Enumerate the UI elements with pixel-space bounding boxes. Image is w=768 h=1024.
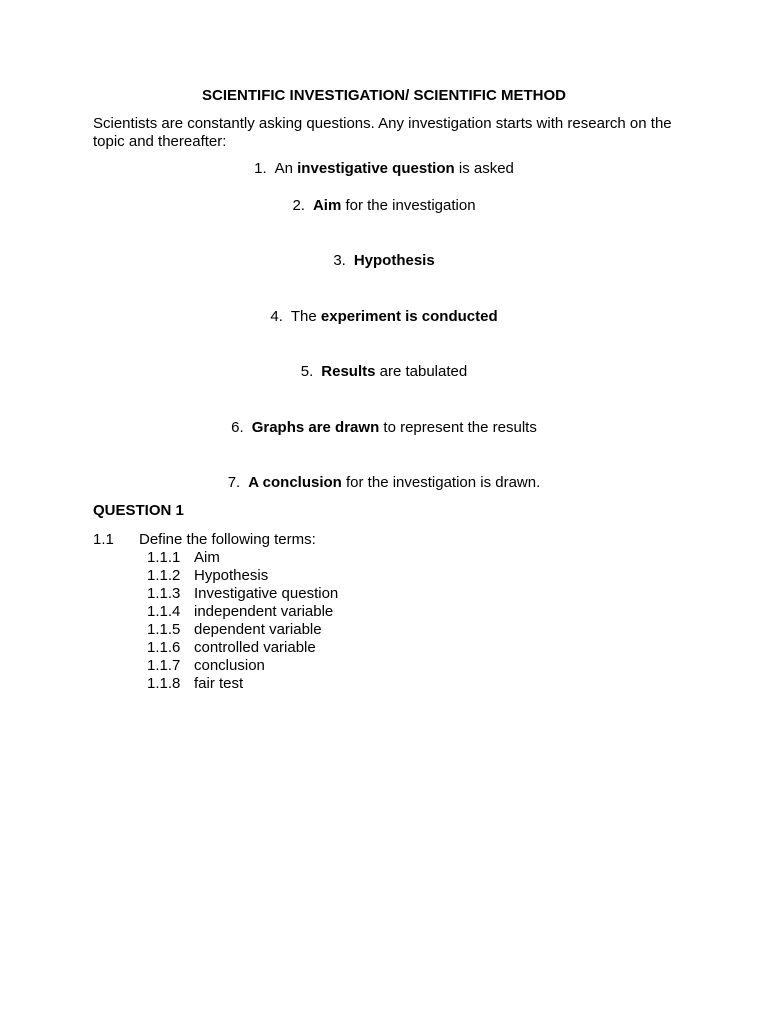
step-text-post: for the investigation	[341, 197, 476, 214]
step-text-bold: investigative question	[297, 160, 455, 177]
step-item	[0, 308, 768, 326]
list-item	[147, 621, 338, 639]
question-number: 1.1	[93, 531, 114, 548]
step-item	[0, 197, 768, 215]
step-text-bold: Graphs are drawn	[251, 419, 380, 436]
intro-paragraph: Scientists are constantly asking questions. Any investigation starts with research on the topic and thereafter:	[93, 115, 672, 150]
step-number: 6.	[231, 419, 244, 436]
question-prompt: Define the following terms:	[139, 531, 316, 548]
term-number: 1.1.1	[147, 549, 181, 566]
term-number: 1.1.8	[147, 675, 181, 692]
list-item	[147, 567, 338, 585]
step-item	[0, 419, 768, 437]
step-text-bold: Aim	[312, 197, 342, 214]
term-number: 1.1.5	[147, 621, 181, 638]
term-label: controlled variable	[194, 639, 316, 656]
step-number: 7.	[227, 474, 241, 491]
question-heading: QUESTION 1	[93, 502, 184, 519]
term-label: Aim	[194, 549, 220, 566]
list-item	[147, 675, 338, 693]
step-number: 1.	[254, 160, 267, 177]
step-text-bold: A conclusion	[248, 474, 342, 491]
term-label: conclusion	[194, 657, 265, 674]
step-text-pre: The	[290, 308, 321, 325]
step-text-bold: Results	[321, 363, 376, 380]
term-label: dependent variable	[194, 621, 322, 638]
term-label: Hypothesis	[194, 567, 269, 584]
step-text-post: for the investigation is drawn.	[341, 474, 541, 491]
term-number: 1.1.4	[147, 603, 181, 620]
step-text-bold: Hypothesis	[353, 252, 435, 269]
term-number: 1.1.3	[147, 585, 181, 602]
term-number: 1.1.7	[147, 657, 181, 674]
list-item	[147, 657, 338, 675]
question-prompt-line	[93, 531, 316, 549]
term-label: fair test	[194, 675, 244, 692]
step-number: 5.	[300, 363, 314, 380]
step-item	[0, 363, 768, 381]
step-item	[0, 160, 768, 178]
step-text-post: to represent the results	[379, 419, 537, 436]
step-item	[0, 252, 768, 270]
document-title: SCIENTIFIC INVESTIGATION/ SCIENTIFIC METHOD	[202, 87, 566, 104]
terms-list	[147, 549, 338, 693]
step-text-post: is asked	[454, 160, 514, 177]
term-label: independent variable	[194, 603, 334, 620]
term-number: 1.1.2	[147, 567, 181, 584]
step-number: 3.	[333, 252, 346, 269]
term-label: Investigative question	[194, 585, 339, 602]
step-item	[0, 474, 768, 492]
list-item	[147, 549, 338, 567]
step-number: 4.	[270, 308, 283, 325]
step-text-post: are tabulated	[375, 363, 468, 380]
step-text-pre: An	[274, 160, 298, 177]
step-number: 2.	[292, 197, 305, 214]
step-text-bold: experiment is conducted	[320, 308, 498, 325]
list-item	[147, 585, 338, 603]
list-item	[147, 639, 338, 657]
list-item	[147, 603, 338, 621]
term-number: 1.1.6	[147, 639, 181, 656]
